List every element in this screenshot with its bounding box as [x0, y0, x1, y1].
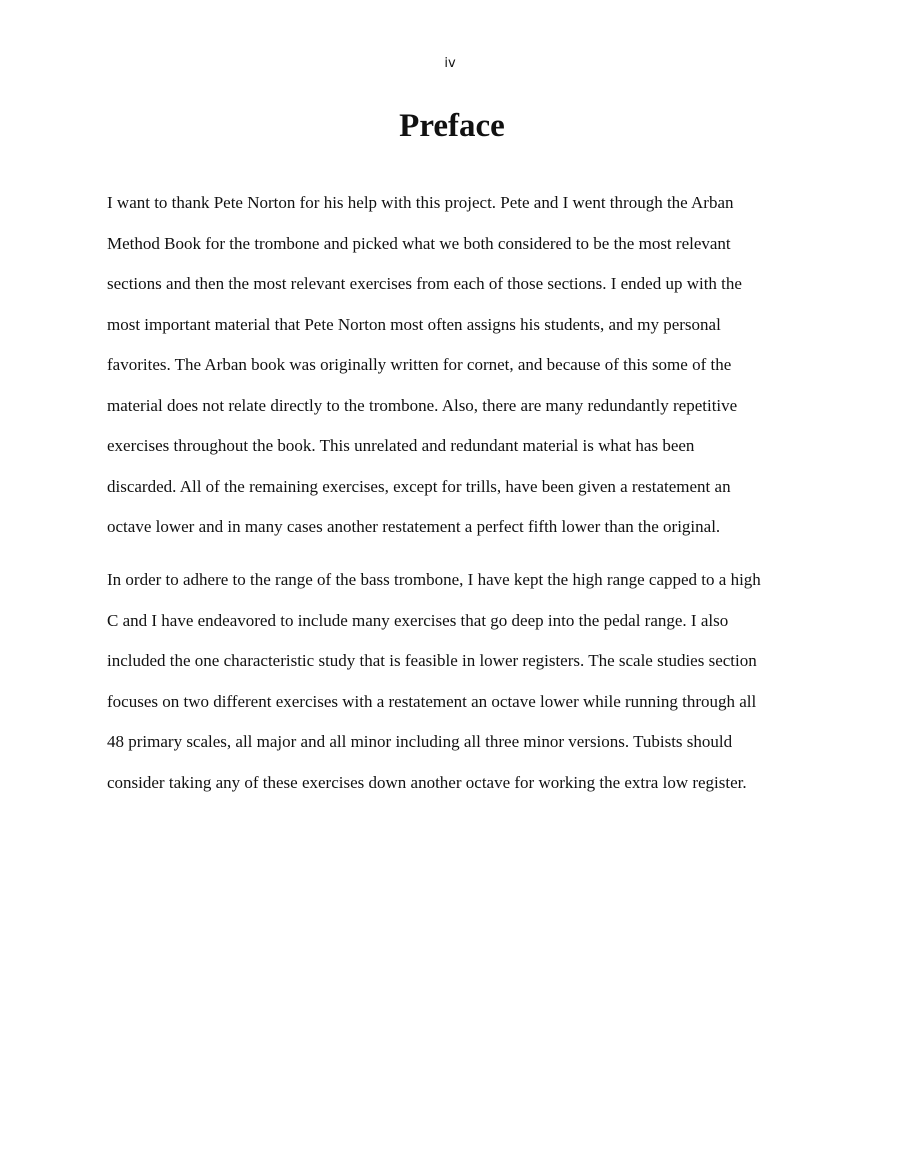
paragraph-line: exercises throughout the book. This unrelated and redundant material is what has been: [107, 436, 695, 455]
paragraph-line: focuses on two different exercises with a restatement an octave lower while running through all: [107, 691, 757, 711]
paragraph-line: C and I have endeavored to include many exercises that go deep into the pedal range. I also: [107, 610, 729, 630]
paragraph-line: material does not relate directly to the trombone. Also, there are many redundantly repetitive: [107, 395, 738, 415]
paragraph-line: favorites. The Arban book was originally written for cornet, and because of this some of the: [107, 355, 732, 374]
paragraph-line: octave lower and in many cases another restatement a perfect fifth lower than the original.: [107, 517, 721, 536]
paragraph-line: 48 primary scales, all major and all minor including all three minor versions. Tubists should: [107, 732, 733, 751]
page-title: Preface: [399, 108, 505, 144]
paragraph-line: consider taking any of these exercises down another octave for working the extra low register.: [107, 772, 747, 792]
paragraph-line: sections and then the most relevant exercises from each of those sections. I ended up with the: [107, 274, 742, 293]
paragraph-line: included the one characteristic study that is feasible in lower registers. The scale studies section: [107, 651, 757, 670]
paragraph-line: most important material that Pete Norton most often assigns his students, and my personal: [107, 314, 721, 334]
paragraph-line: I want to thank Pete Norton for his help with this project. Pete and I went through the Arban: [107, 193, 734, 212]
paragraph-line: discarded. All of the remaining exercises, except for trills, have been given a restatement an: [107, 476, 731, 496]
paragraph-line: Method Book for the trombone and picked what we both considered to be the most relevant: [107, 233, 731, 253]
page-number: iv: [444, 56, 456, 71]
paragraph-2: [107, 560, 793, 803]
paragraph-line: In order to adhere to the range of the bass trombone, I have kept the high range capped to a high: [107, 570, 761, 589]
paragraph-1: [107, 183, 793, 548]
